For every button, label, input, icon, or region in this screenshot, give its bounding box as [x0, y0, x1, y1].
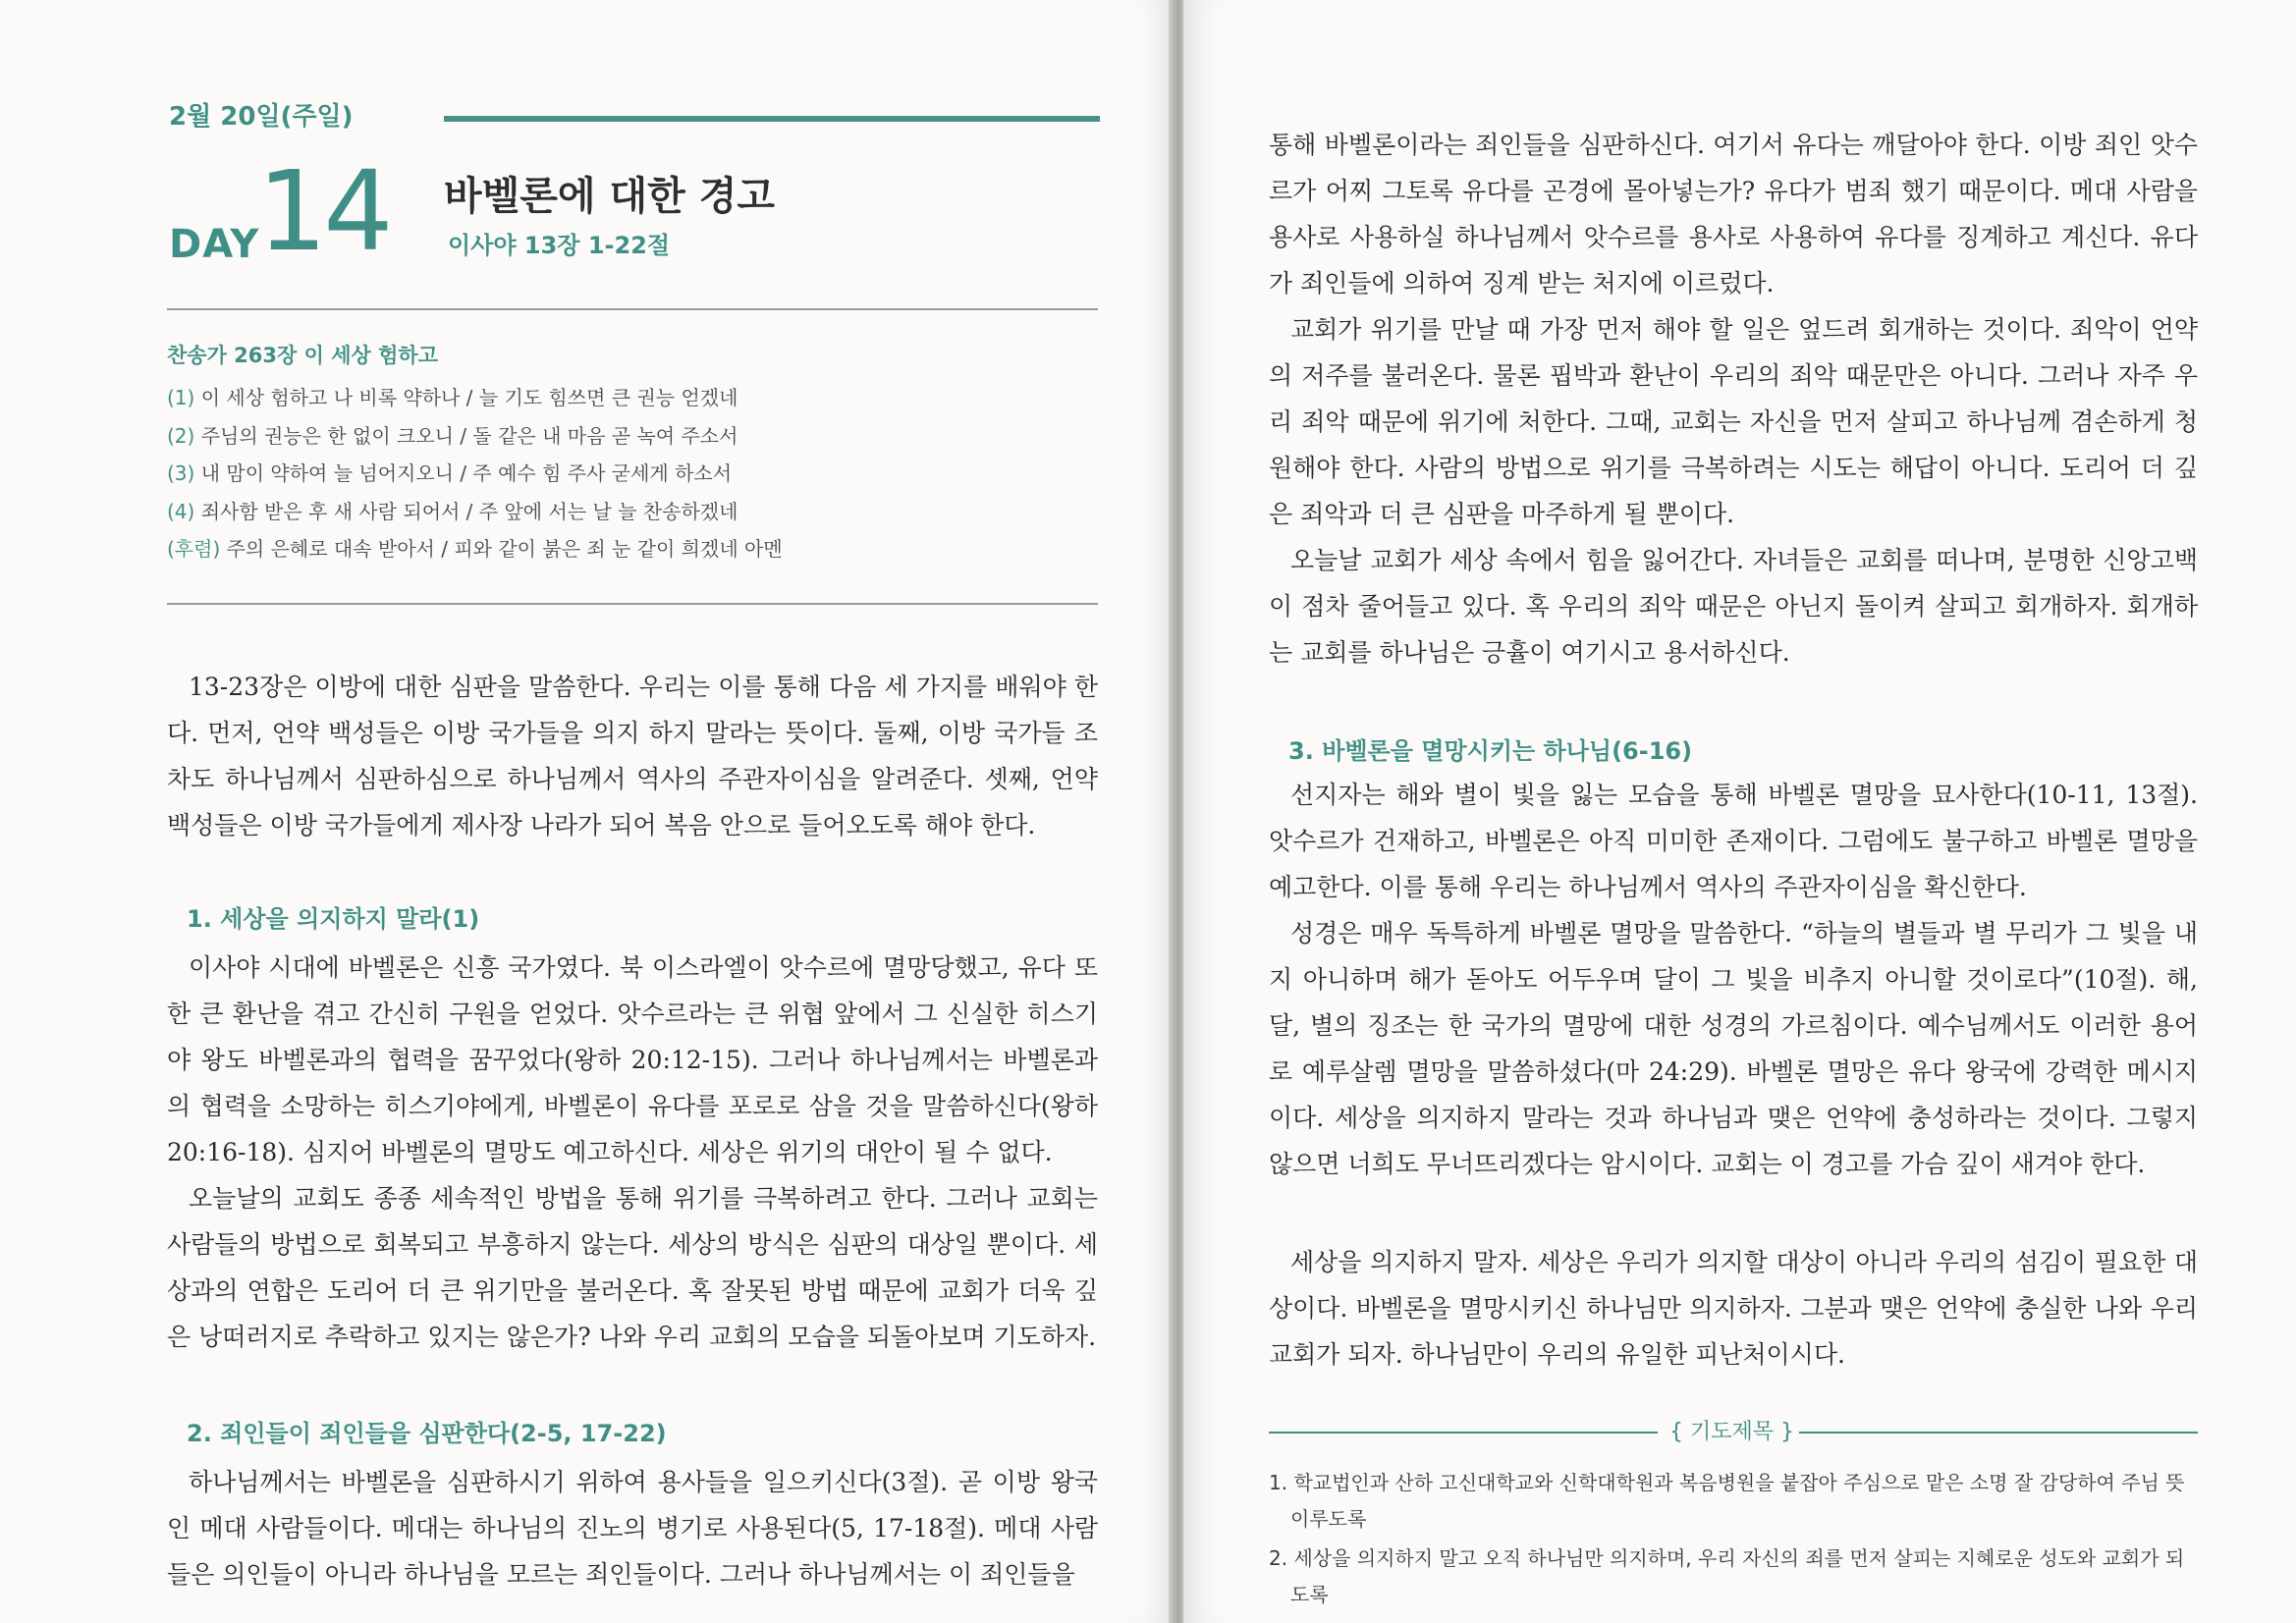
verse-text: 내 맘이 약하여 늘 넘어지오니 / 주 예수 힘 주사 굳세게 하소서 [194, 461, 733, 485]
verse-number: (3) [167, 461, 195, 485]
hymn-line [167, 417, 1090, 456]
section-heading: 2. 죄인들이 죄인들을 심판한다(2-5, 17-22) [187, 1420, 667, 1447]
verse-number: (2) [167, 423, 195, 448]
prayer-rule-right [1799, 1432, 2198, 1434]
closing-paragraph [1269, 1239, 2198, 1378]
list-item: 1. 학교법인과 산하 고신대학교와 신학대학원과 복음병원을 붙잡아 주심으로 맡은 소명 잘 감당하여 주님 뜻 이루도록 [1269, 1471, 2185, 1531]
section-body [167, 945, 1098, 1360]
hymn-line [167, 455, 1090, 493]
paragraph: 오늘날 교회가 세상 속에서 힘을 잃어간다. 자녀들은 교회를 떠나며, 분명한 신앙고백이 점차 줄어들고 있다. 혹 우리의 죄악 때문은 아닌지 돌이켜 살피고 회개하자. 회개하는 교회를 하나님은 긍휼이 여기시고 용서하신다. [1269, 546, 2198, 667]
verse-text: 죄사함 받은 후 새 사람 되어서 / 주 앞에 서는 날 늘 찬송하겠네 [194, 499, 738, 523]
paragraph: 이사야 시대에 바벨론은 신흥 국가였다. 북 이스라엘이 앗수르에 멸망당했고, 유다 또한 큰 환난을 겪고 간신히 구원을 얻었다. 앗수르라는 큰 위협 앞에서 그 신실한 히스기야 왕도 바벨론과의 협력을 꿈꾸었다(왕하 20:12-15). 그러나 하나님께서는 바벨론과의 협력을 소망하는 히스기야에게, 바벨론이 유다를 포로로 삼을 것을 말씀하신다(왕하 20:16-18). 심지어 바벨론의 멸망도 예고하신다. 세상은 위기의 대안이 될 수 없다. [167, 953, 1098, 1166]
paragraph: 통해 바벨론이라는 죄인들을 심판하신다. 여기서 유다는 깨달아야 한다. 이방 죄인 앗수르가 어찌 그토록 유다를 곤경에 몰아넣는가? 유다가 범죄 했기 때문이다. 메대 사람을 용사로 사용하실 하나님께서 앗수르를 용사로 사용하여 유다를 징계하고 계신다. 유다가 죄인들에 의하여 징계 받는 처지에 이르렀다. [1269, 131, 2198, 298]
paragraph: 오늘날의 교회도 종종 세속적인 방법을 통해 위기를 극복하려고 한다. 그러나 교회는 사람들의 방법으로 회복되고 부흥하지 않는다. 세상의 방식은 심판의 대상일 뿐이다. 세상과의 연합은 도리어 더 큰 위기만을 불러온다. 혹 잘못된 방법 때문에 교회가 더욱 깊은 낭떠러지로 추락하고 있지는 않은가? 나와 우리 교회의 모습을 되돌아보며 기도하자. [167, 1184, 1098, 1351]
hymn-line [167, 530, 1090, 568]
verse-text: 이 세상 험하고 나 비록 약하나 / 늘 기도 힘쓰면 큰 권능 얻겠네 [194, 386, 738, 409]
list-item: 2. 세상을 의지하지 말고 오직 하나님만 의지하며, 우리 자신의 죄를 먼저 살피는 지혜로운 성도와 교회가 되도록 [1269, 1546, 2185, 1606]
section-heading: 1. 세상을 의지하지 말라(1) [187, 905, 480, 933]
divider [167, 603, 1098, 605]
paragraph: 하나님께서는 바벨론을 심판하시기 위하여 용사들을 일으키신다(3절). 곧 이방 왕국인 메대 사람들이다. 메대는 하나님의 진노의 병기로 사용된다(5, 17-18절). 메대 사람들은 의인들이 아니라 하나님을 모르는 죄인들이다. 그러나 하나님께서는 이 죄인들을 [167, 1468, 1098, 1589]
continued-text [1269, 122, 2198, 676]
paragraph: 성경은 매우 독특하게 바벨론 멸망을 말씀한다. “하늘의 별들과 별 무리가 그 빛을 내지 아니하며 해가 돋아도 어두우며 달이 그 빛을 비추지 아니할 것이로다”(10절). 해, 달, 별의 징조는 한 국가의 멸망에 대한 성경의 가르침이다. 예수님께서도 이러한 용어로 예루살렘 멸망을 말씀하셨다(마 24:29). 바벨론 멸망은 유다 왕국에 강력한 메시지이다. 세상을 의지하지 말라는 것과 하나님과 맺은 언약에 충성하라는 것이다. 그렇지 않으면 너희도 무너뜨리겠다는 암시이다. 교회는 이 경고를 가슴 깊이 새겨야 한다. [1269, 919, 2198, 1178]
chorus-label: (후렴) [167, 537, 221, 561]
paragraph: 13-23장은 이방에 대한 심판을 말씀한다. 우리는 이를 통해 다음 세 가지를 배워야 한다. 먼저, 언약 백성들은 이방 국가들을 의지 하지 말라는 뜻이다. 둘째, 이방 국가들 조차도 하나님께서 심판하심으로 하나님께서 역사의 주관자이심을 알려준다. 셋째, 언약 백성들은 이방 국가들에게 제사장 나라가 되어 복음 안으로 들어오도록 해야 한다. [167, 673, 1098, 839]
header-rule [444, 116, 1100, 122]
verse-text: 주의 은혜로 대속 받아서 / 피와 같이 붉은 죄 눈 같이 희겠네 아멘 [220, 537, 783, 561]
hymn-line [167, 379, 1090, 417]
scripture-reference: 이사야 13장 1-22절 [448, 232, 671, 259]
day-number: 14 [257, 148, 390, 276]
day-label: DAY [169, 222, 260, 267]
section-heading: 3. 바벨론을 멸망시키는 하나님(6-16) [1288, 737, 1693, 765]
verse-number: (4) [167, 499, 195, 523]
hymn-lyrics [167, 379, 1090, 568]
section-body [1269, 772, 2198, 1187]
intro-paragraph [167, 664, 1098, 848]
paragraph: 세상을 의지하지 말자. 세상은 우리가 의지할 대상이 아니라 우리의 섬김이 필요한 대상이다. 바벨론을 멸망시키신 하나님만 의지하자. 그분과 맺은 언약에 충실한 나와 우리 교회가 되자. 하나님만이 우리의 유일한 피난처이시다. [1269, 1248, 2198, 1369]
page-title: 바벨론에 대한 경고 [444, 174, 775, 219]
paragraph: 선지자는 해와 별이 빛을 잃는 모습을 통해 바벨론 멸망을 묘사한다(10-11, 13절). 앗수르가 건재하고, 바벨론은 아직 미미한 존재이다. 그럼에도 불구하고 바벨론 멸망을 예고한다. 이를 통해 우리는 하나님께서 역사의 주관자이심을 확신한다. [1269, 781, 2198, 901]
paragraph: 교회가 위기를 만날 때 가장 먼저 해야 할 일은 엎드려 회개하는 것이다. 죄악이 언약의 저주를 불러온다. 물론 핍박과 환난이 우리의 죄악 때문만은 아니다. 그러나 자주 우리 죄악 때문에 위기에 처한다. 그때, 교회는 자신을 먼저 살피고 하나님께 겸손하게 청원해야 한다. 사람의 방법으로 위기를 극복하려는 시도는 해답이 아니다. 도리어 더 깊은 죄악과 더 큰 심판을 마주하게 될 뿐이다. [1269, 315, 2198, 528]
hymn-line [167, 493, 1090, 531]
verse-text: 주님의 권능은 한 없이 크오니 / 돌 같은 내 마음 곧 녹여 주소서 [194, 423, 738, 448]
prayer-title: { 기도제목 } [1669, 1420, 1794, 1444]
prayer-rule-left [1269, 1432, 1658, 1434]
hymn-title: 찬송가 263장 이 세상 험하고 [167, 344, 438, 367]
section-body [167, 1459, 1098, 1597]
divider [167, 308, 1098, 310]
prayer-list [1269, 1465, 2202, 1616]
verse-number: (1) [167, 386, 195, 409]
devotional-date: 2월 20일(주일) [169, 102, 354, 132]
